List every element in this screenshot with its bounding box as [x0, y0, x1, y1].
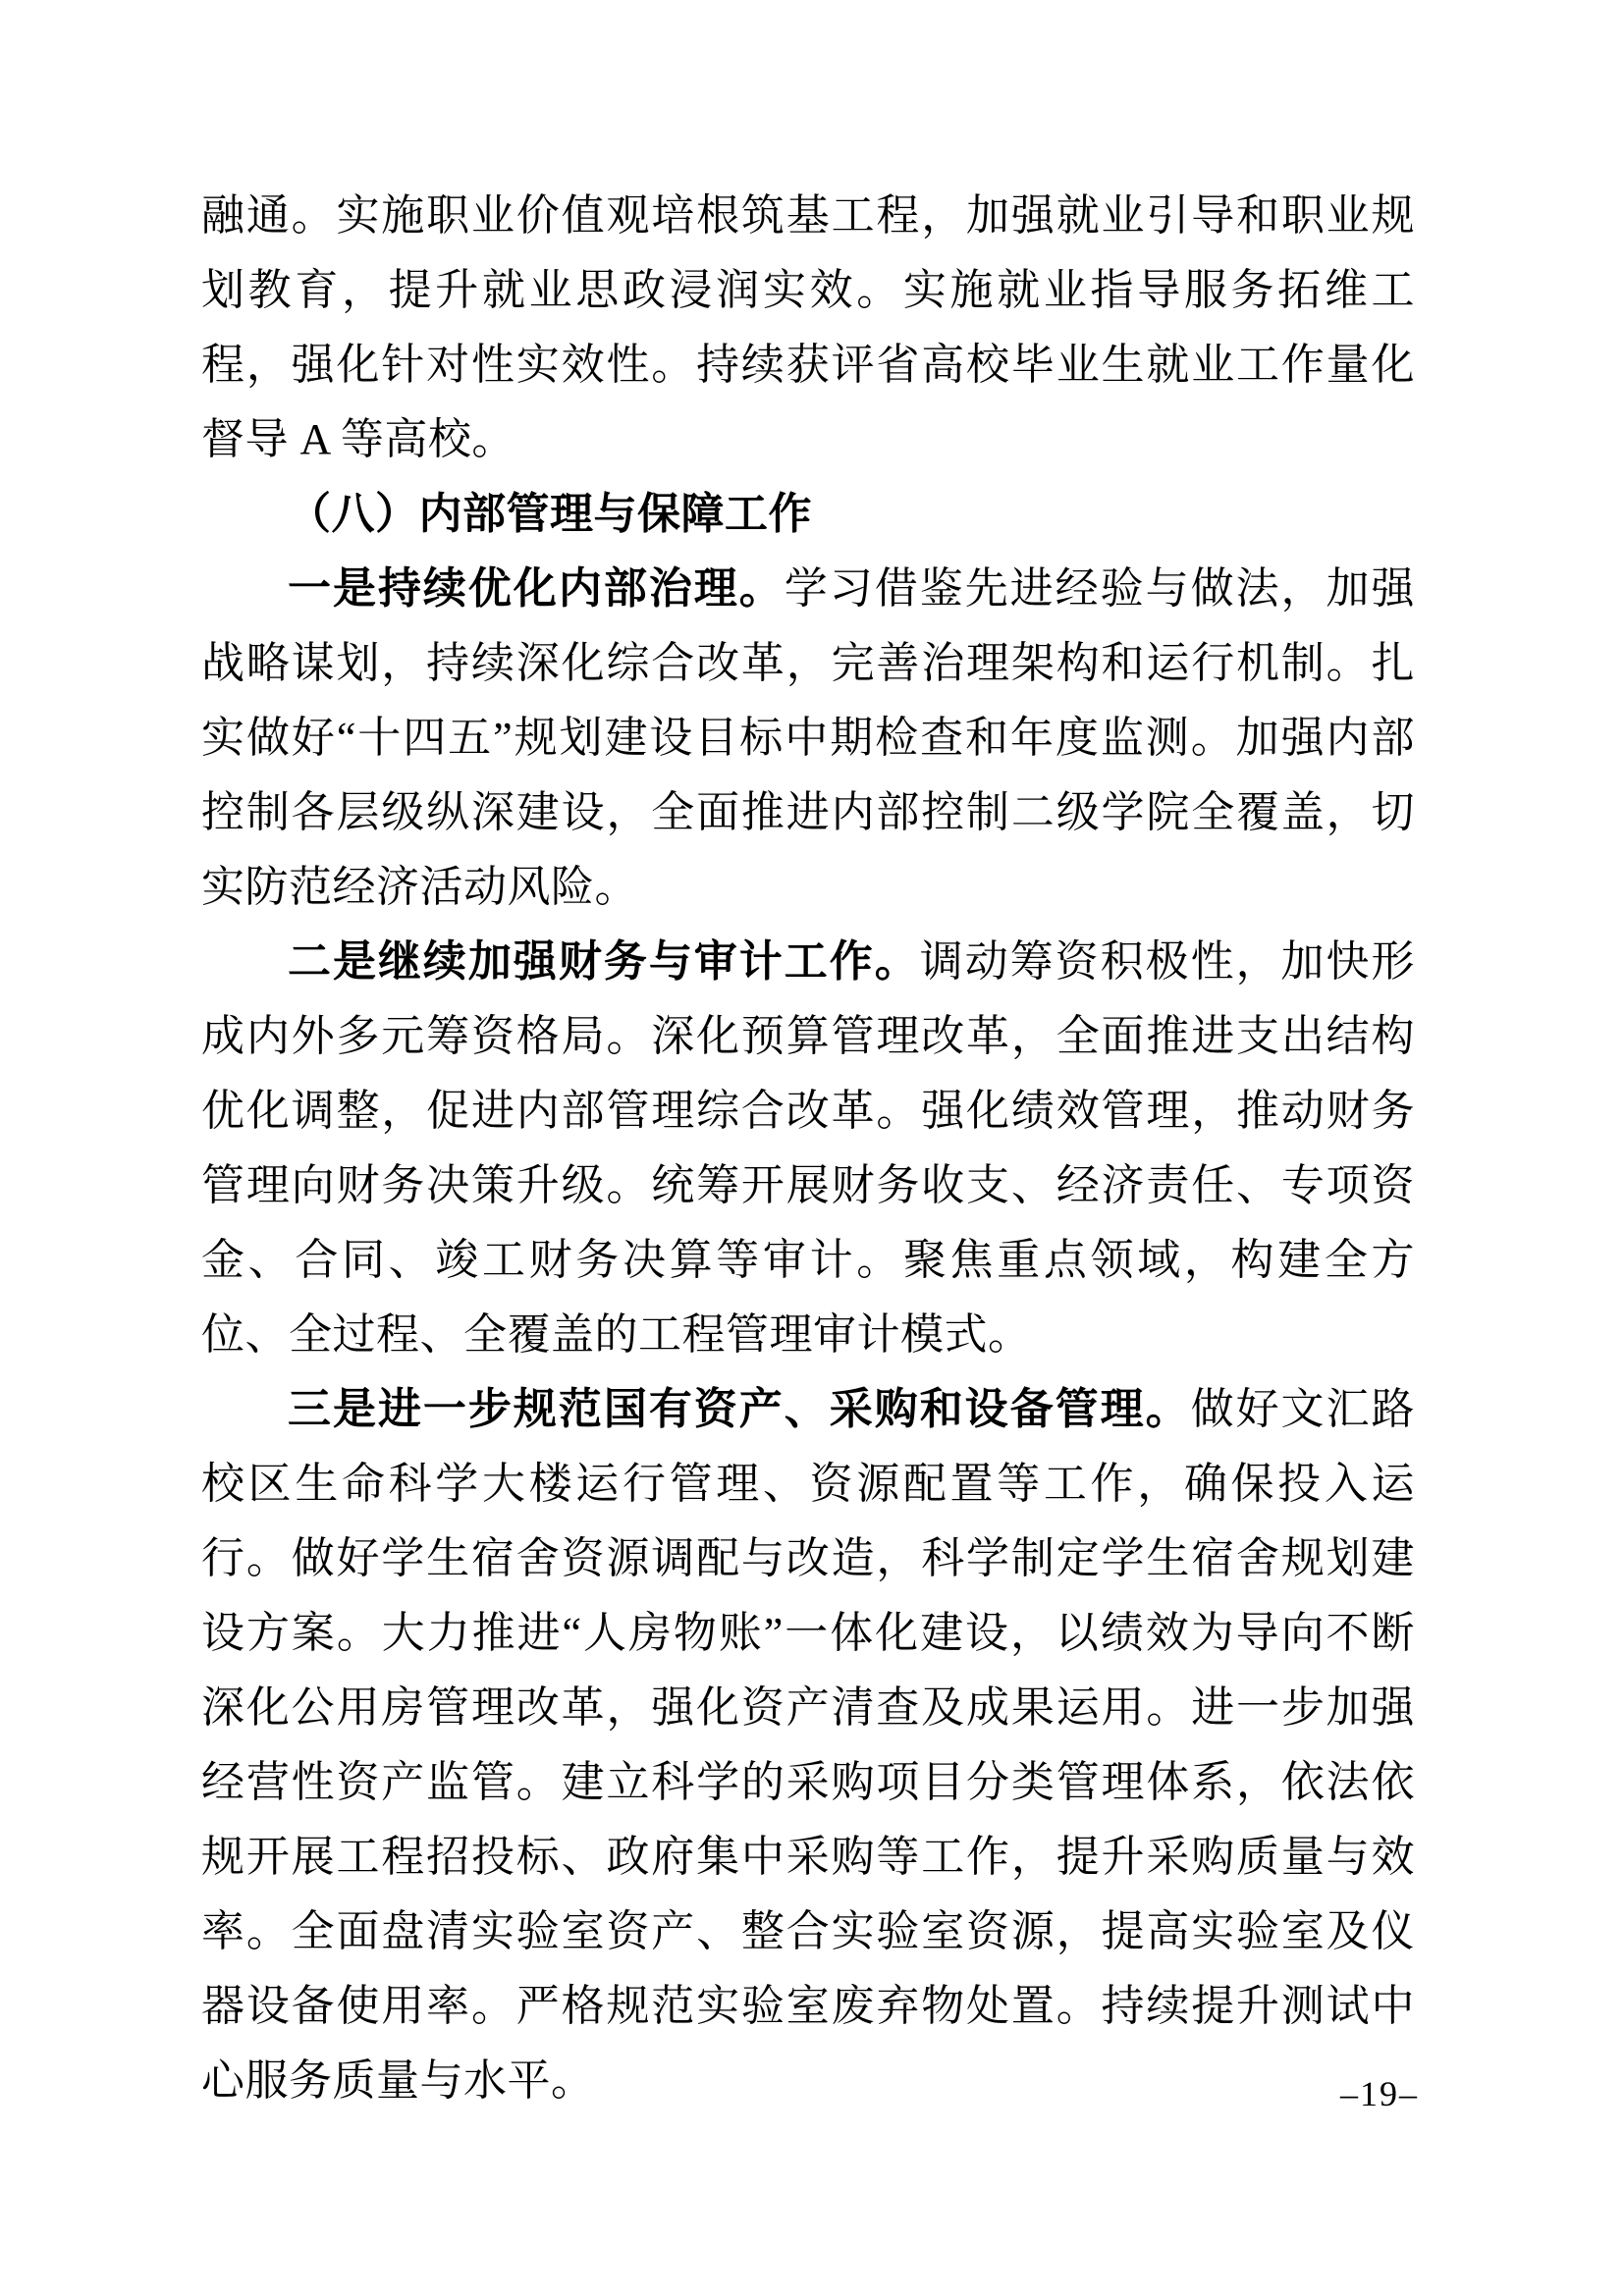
- section-heading-8: [201, 477, 1415, 552]
- paragraph-text: 融通。实施职业价值观培根筑基工程，加强就业引导和职业规划教育，提升就业思政浸润实效。实施就业指导服务拓维工程，强化针对性实效性。持续获评省高校毕业生就业工作量化督导 A 等高校。: [201, 191, 1415, 463]
- paragraph-assets-procurement: [201, 1372, 1415, 2118]
- document-text-block: [201, 179, 1415, 2118]
- paragraph-employment-continuation: [201, 179, 1415, 477]
- paragraph-finance-audit: [201, 925, 1415, 1372]
- paragraph-text: 学习借鉴先进经验与做法，加强战略谋划，持续深化综合改革，完善治理架构和运行机制。扎实做好“十四五”规划建设目标中期检查和年度监测。加强内部控制各层级纵深建设，全面推进内部控制二级学院全覆盖，切实防范经济活动风险。: [201, 564, 1416, 911]
- paragraph-text: 调动筹资积极性，加快形成内外多元筹资格局。深化预算管理改革，全面推进支出结构优化调整，促进内部管理综合改革。强化绩效管理，推动财务管理向财务决策升级。统筹开展财务收支、经济责任、专项资金、合同、竣工财务决算等审计。聚焦重点领域，构建全方位、全过程、全覆盖的工程管理审计模式。: [201, 937, 1416, 1359]
- paragraph-lead-in-bold: 二是继续加强财务与审计工作。: [288, 937, 920, 986]
- paragraph-internal-governance: [201, 552, 1415, 925]
- section-heading-text: （八）内部管理与保障工作: [288, 490, 812, 538]
- paragraph-text: 做好文汇路校区生命科学大楼运行管理、资源配置等工作，确保投入运行。做好学生宿舍资源调配与改造，科学制定学生宿舍规划建设方案。大力推进“人房物账”一体化建设，以绩效为导向不断深化公用房管理改革，强化资产清查及成果运用。进一步加强经营性资产监管。建立科学的采购项目分类管理体系，依法依规开展工程招投标、政府集中采购等工作，提升采购质量与效率。全面盘清实验室资产、整合实验室资源，提高实验室及仪器设备使用率。严格规范实验室废弃物处置。持续提升测试中心服务质量与水平。: [201, 1385, 1416, 2105]
- paragraph-lead-in-bold: 一是持续优化内部治理。: [288, 564, 785, 613]
- paragraph-lead-in-bold: 三是进一步规范国有资产、采购和设备管理。: [288, 1385, 1191, 1433]
- page-number: –19–: [1340, 2074, 1419, 2113]
